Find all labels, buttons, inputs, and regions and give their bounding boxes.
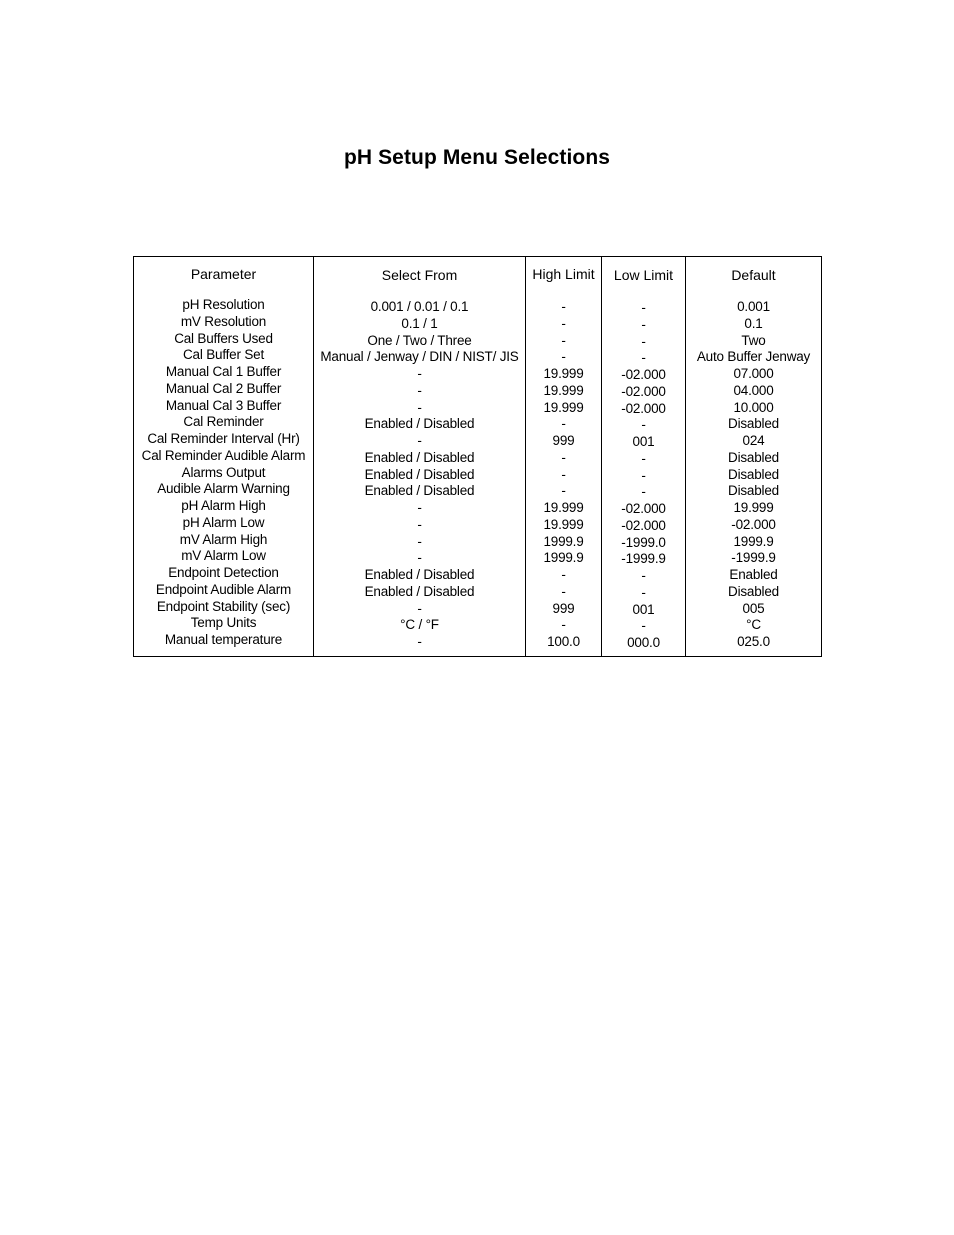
cell-default-20: 025.0 [737,634,770,649]
cell-high-limit-0: - [561,299,566,314]
cell-default-7: Disabled [728,416,779,432]
cell-select-from-17: Enabled / Disabled [364,583,475,599]
cell-select-from-3: Manual / Jenway / DIN / NIST/ JIS [320,349,519,365]
cell-select-from-12: - [417,500,422,515]
cell-high-limit-6: 19.999 [543,399,584,415]
cell-low-limit-5: -02.000 [621,383,666,399]
cell-low-limit-20: 000.0 [627,635,660,650]
cell-low-limit-1: - [641,316,646,332]
cell-low-limit-9: - [641,450,646,466]
cell-low-limit-3: - [641,350,646,366]
cell-parameter-6: Manual Cal 3 Buffer [165,397,282,413]
cell-parameter-0: pH Resolution [182,297,265,312]
cell-low-limit-19: - [641,618,646,634]
cell-parameter-17: Endpoint Audible Alarm [155,581,292,597]
cell-low-limit-15: -1999.9 [621,551,666,567]
header-default: Default [731,267,776,283]
cell-parameter-1: mV Resolution [180,313,267,329]
cell-high-limit-5: 19.999 [543,382,584,398]
cell-select-from-15: - [417,550,422,566]
cell-default-13: -02.000 [731,516,776,532]
cell-low-limit-2: - [641,333,646,349]
cell-default-0: 0.001 [737,299,770,314]
cell-low-limit-14: -1999.0 [621,534,666,550]
cell-default-19: °C [746,617,761,633]
cell-default-8: 024 [742,433,765,448]
cell-parameter-13: pH Alarm Low [182,514,265,530]
cell-default-11: Disabled [728,483,779,499]
cell-default-1: 0.1 [744,315,763,331]
cell-high-limit-8: 999 [552,433,575,448]
cell-low-limit-0: - [641,300,646,315]
cell-select-from-11: Enabled / Disabled [364,483,475,499]
cell-default-3: Auto Buffer Jenway [696,349,811,365]
header-high-limit: High Limit [532,266,595,282]
cell-parameter-18: Endpoint Stability (sec) [156,598,291,614]
cell-high-limit-1: - [561,315,566,331]
cell-select-from-14: - [417,533,422,549]
cell-default-16: Enabled [729,567,778,582]
cell-high-limit-17: - [561,583,566,599]
cell-select-from-7: Enabled / Disabled [364,416,475,432]
cell-select-from-16: Enabled / Disabled [364,567,475,582]
cell-select-from-5: - [417,382,422,398]
cell-low-limit-18: 001 [632,601,655,617]
cell-select-from-13: - [417,516,422,532]
cell-select-from-8: - [417,433,422,448]
header-parameter: Parameter [190,266,257,282]
cell-default-10: Disabled [728,466,779,482]
cell-high-limit-15: 1999.9 [543,550,584,566]
cell-select-from-2: One / Two / Three [367,332,472,348]
column-high-limit [525,257,601,656]
cell-select-from-9: Enabled / Disabled [364,449,475,465]
cell-parameter-2: Cal Buffers Used [174,330,273,346]
cell-low-limit-10: - [641,467,646,483]
cell-high-limit-9: - [561,449,566,465]
cell-low-limit-8: 001 [632,434,655,449]
cell-high-limit-18: 999 [552,600,575,616]
cell-parameter-5: Manual Cal 2 Buffer [165,380,282,396]
cell-parameter-7: Cal Reminder [183,414,264,430]
cell-low-limit-4: -02.000 [621,367,666,382]
cell-parameter-20: Manual temperature [164,632,283,647]
cell-parameter-14: mV Alarm High [179,531,268,547]
cell-default-5: 04.000 [733,382,774,398]
cell-default-18: 005 [742,600,765,616]
setup-table [133,256,822,657]
cell-parameter-12: pH Alarm High [181,498,266,513]
cell-select-from-18: - [417,600,422,616]
cell-low-limit-12: -02.000 [621,501,666,516]
cell-select-from-19: °C / °F [400,617,439,633]
cell-default-9: Disabled [728,449,779,465]
cell-default-17: Disabled [728,583,779,599]
cell-default-14: 1999.9 [733,533,774,549]
cell-default-12: 19.999 [733,500,774,515]
cell-select-from-1: 0.1 / 1 [401,315,438,331]
cell-parameter-8: Cal Reminder Interval (Hr) [147,431,300,446]
cell-select-from-0: 0.001 / 0.01 / 0.1 [370,299,469,314]
cell-high-limit-2: - [561,332,566,348]
cell-parameter-16: Endpoint Detection [168,565,279,580]
cell-default-4: 07.000 [733,366,774,381]
cell-parameter-19: Temp Units [190,615,257,631]
header-low-limit: Low Limit [613,267,674,283]
cell-select-from-20: - [417,634,422,649]
cell-low-limit-6: -02.000 [621,400,666,416]
cell-select-from-4: - [417,366,422,381]
cell-parameter-10: Alarms Output [181,464,266,480]
column-select-from [313,257,525,656]
cell-high-limit-11: - [561,483,566,499]
cell-high-limit-10: - [561,466,566,482]
column-default [685,257,821,656]
cell-high-limit-7: - [561,416,566,432]
cell-default-15: -1999.9 [731,550,776,566]
cell-high-limit-16: - [561,567,566,582]
cell-high-limit-20: 100.0 [547,634,580,649]
cell-low-limit-11: - [641,484,646,500]
cell-low-limit-7: - [641,417,646,433]
cell-high-limit-3: - [561,349,566,365]
cell-parameter-9: Cal Reminder Audible Alarm [141,447,306,463]
cell-high-limit-4: 19.999 [543,366,584,381]
header-select-from: Select From [381,267,458,283]
cell-low-limit-13: -02.000 [621,517,666,533]
cell-parameter-11: Audible Alarm Warning [157,481,290,497]
cell-default-6: 10.000 [733,399,774,415]
cell-high-limit-14: 1999.9 [543,533,584,549]
cell-default-2: Two [741,332,766,348]
column-parameter [134,257,313,656]
column-low-limit [601,257,685,656]
cell-low-limit-17: - [641,584,646,600]
cell-parameter-4: Manual Cal 1 Buffer [165,364,282,379]
cell-parameter-3: Cal Buffer Set [183,347,264,363]
page-title: pH Setup Menu Selections [343,146,611,169]
cell-select-from-6: - [417,399,422,415]
cell-select-from-10: Enabled / Disabled [364,466,475,482]
cell-high-limit-13: 19.999 [543,516,584,532]
cell-high-limit-19: - [561,617,566,633]
cell-low-limit-16: - [641,568,646,583]
cell-high-limit-12: 19.999 [543,500,584,515]
cell-parameter-15: mV Alarm Low [181,548,266,564]
